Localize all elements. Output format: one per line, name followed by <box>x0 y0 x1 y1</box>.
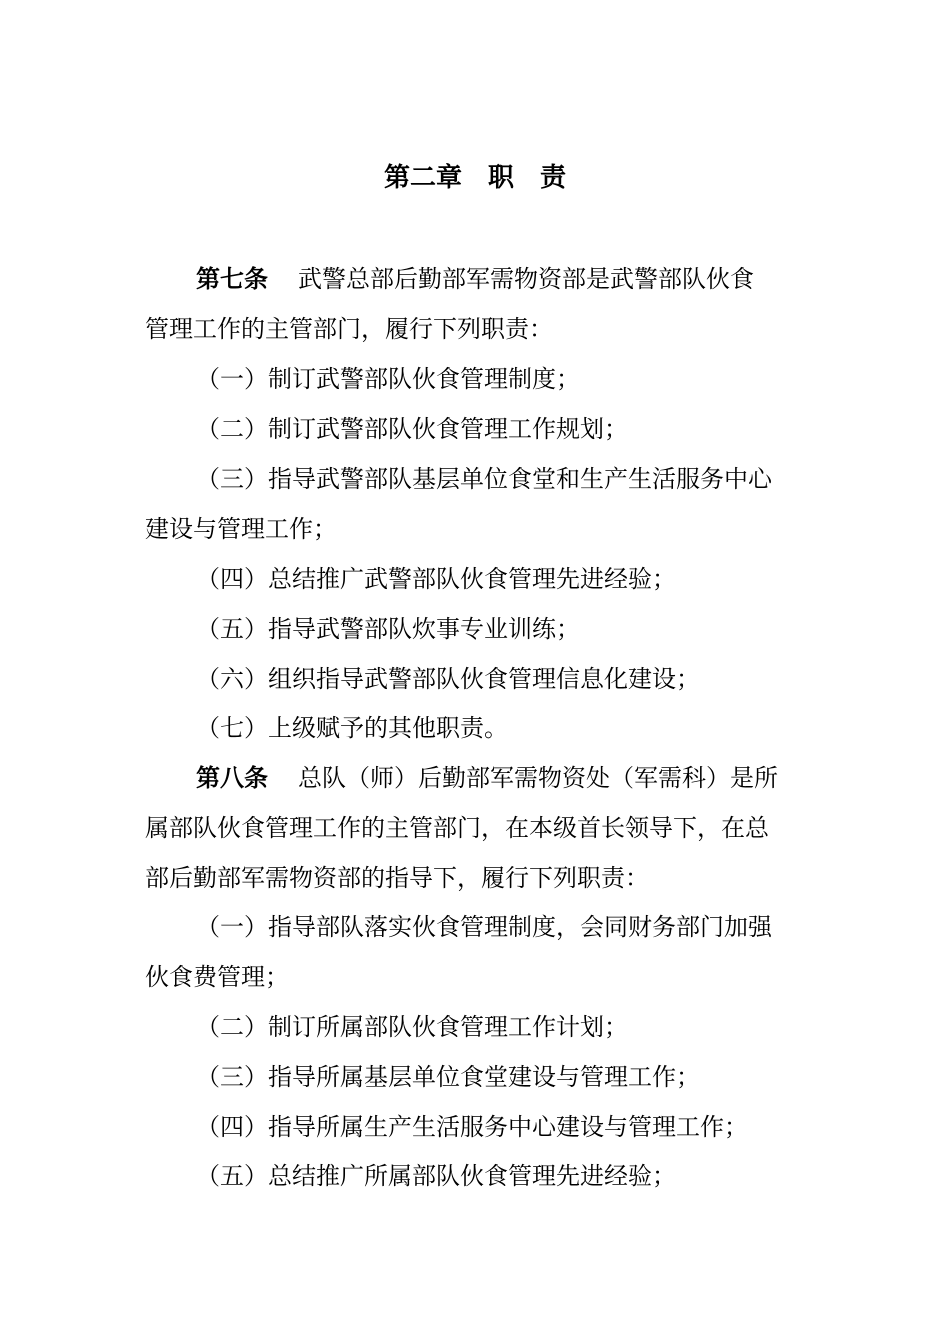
article-8-item-1: （一）指导部队落实伙食管理制度，会同财务部门加强 <box>196 913 772 941</box>
article-7-intro-text: 武警总部后勤部军需物资部是武警部队伙食 <box>298 265 754 293</box>
article-8-item-1-cont: 伙食费管理； <box>145 963 289 991</box>
article-8-item-3: （三）指导所属基层单位食堂建设与管理工作； <box>196 1063 700 1091</box>
article-8-intro-text: 总队（师）后勤部军需物资处（军需科）是所 <box>298 764 778 792</box>
article-7-item-1: （一）制订武警部队伙食管理制度； <box>196 365 580 393</box>
article-7-label: 第七条 <box>196 265 268 293</box>
article-8-item-4: （四）指导所属生产生活服务中心建设与管理工作； <box>196 1113 748 1141</box>
article-8-intro-line-3: 部后勤部军需物资部的指导下，履行下列职责： <box>145 864 649 892</box>
article-7-item-3: （三）指导武警部队基层单位食堂和生产生活服务中心 <box>196 465 772 493</box>
chapter-title: 第二章 职 责 <box>383 163 566 193</box>
article-7-item-5: （五）指导武警部队炊事专业训练； <box>196 615 580 643</box>
article-8-label: 第八条 <box>196 764 268 792</box>
article-8-intro-line-1 <box>196 761 778 795</box>
article-7-item-6: （六）组织指导武警部队伙食管理信息化建设； <box>196 665 700 693</box>
article-8-item-5: （五）总结推广所属部队伙食管理先进经验； <box>196 1162 676 1190</box>
article-8-item-2: （二）制订所属部队伙食管理工作计划； <box>196 1013 628 1041</box>
article-7-item-2: （二）制订武警部队伙食管理工作规划； <box>196 415 628 443</box>
article-7-item-7: （七）上级赋予的其他职责。 <box>196 714 508 742</box>
article-8-intro-line-2: 属部队伙食管理工作的主管部门，在本级首长领导下，在总 <box>145 814 769 842</box>
article-7-intro-line-1 <box>196 262 754 296</box>
article-7-item-4: （四）总结推广武警部队伙食管理先进经验； <box>196 565 676 593</box>
article-7-intro-line-2: 管理工作的主管部门，履行下列职责： <box>145 315 553 343</box>
article-7-item-3-cont: 建设与管理工作； <box>145 515 337 543</box>
